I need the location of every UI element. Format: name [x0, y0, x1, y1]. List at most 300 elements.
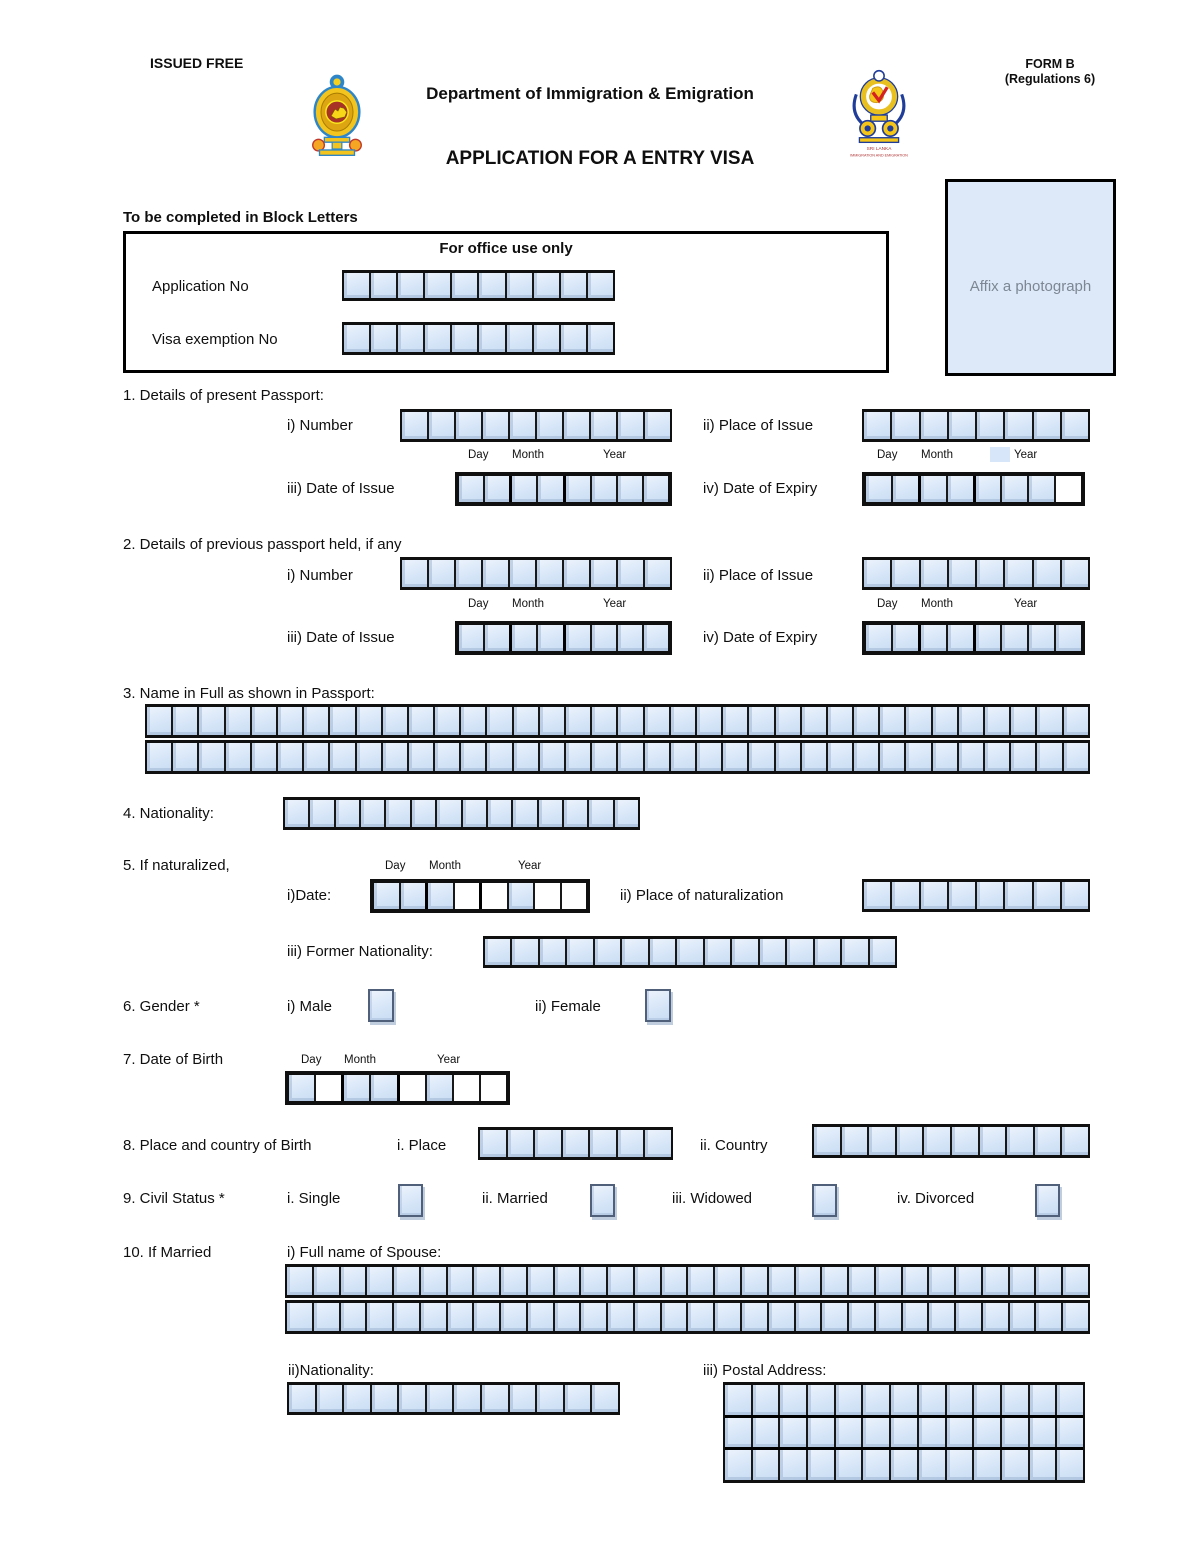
- char-cell[interactable]: [505, 273, 532, 298]
- char-cell[interactable]: [499, 1267, 526, 1295]
- char-cell[interactable]: [778, 1450, 806, 1480]
- char-cell[interactable]: [397, 1075, 425, 1101]
- char-cell[interactable]: [454, 412, 481, 439]
- char-cell[interactable]: [559, 325, 586, 352]
- char-cell[interactable]: [904, 707, 930, 735]
- char-cell[interactable]: [450, 273, 477, 298]
- char-cell[interactable]: [365, 1267, 392, 1295]
- char-cell[interactable]: [945, 1418, 973, 1448]
- char-cell[interactable]: [1035, 707, 1061, 735]
- char-cell[interactable]: [508, 560, 535, 587]
- char-cell[interactable]: [1027, 625, 1054, 651]
- char-cell[interactable]: [285, 800, 308, 827]
- char-cell[interactable]: [642, 625, 668, 651]
- char-cell[interactable]: [328, 707, 354, 735]
- char-cell[interactable]: [919, 882, 947, 909]
- char-cell[interactable]: [250, 707, 276, 735]
- charbox-grid-s3-name-row2[interactable]: [145, 740, 1090, 774]
- char-cell[interactable]: [847, 1303, 874, 1331]
- char-cell[interactable]: [287, 1267, 312, 1295]
- char-cell[interactable]: [486, 800, 511, 827]
- char-cell[interactable]: [328, 743, 354, 771]
- char-cell[interactable]: [740, 1303, 767, 1331]
- char-cell[interactable]: [479, 1075, 506, 1101]
- char-cell[interactable]: [532, 325, 559, 352]
- char-cell[interactable]: [472, 1267, 499, 1295]
- char-cell[interactable]: [890, 560, 918, 587]
- char-cell[interactable]: [660, 1267, 687, 1295]
- checkbox-cell[interactable]: [647, 991, 669, 1020]
- char-cell[interactable]: [616, 476, 642, 502]
- char-cell[interactable]: [459, 707, 485, 735]
- charbox-grid-s10-spouse-row1[interactable]: [285, 1264, 1090, 1298]
- char-cell[interactable]: [538, 939, 565, 965]
- char-cell[interactable]: [483, 476, 509, 502]
- char-cell[interactable]: [820, 1303, 847, 1331]
- char-cell[interactable]: [472, 1303, 499, 1331]
- charbox-grid-s8-place[interactable]: [478, 1127, 673, 1160]
- char-cell[interactable]: [826, 743, 852, 771]
- char-cell[interactable]: [480, 1130, 506, 1157]
- char-cell[interactable]: [374, 883, 399, 909]
- char-cell[interactable]: [289, 1075, 314, 1101]
- charbox-grid-s2-number[interactable]: [400, 557, 672, 590]
- char-cell[interactable]: [499, 1303, 526, 1331]
- char-cell[interactable]: [751, 1450, 779, 1480]
- char-cell[interactable]: [355, 743, 381, 771]
- char-cell[interactable]: [461, 800, 486, 827]
- char-cell[interactable]: [370, 1385, 398, 1412]
- char-cell[interactable]: [800, 743, 826, 771]
- char-cell[interactable]: [751, 1418, 779, 1448]
- char-cell[interactable]: [435, 800, 460, 827]
- char-cell[interactable]: [613, 800, 638, 827]
- char-cell[interactable]: [1060, 412, 1088, 439]
- char-cell[interactable]: [957, 743, 983, 771]
- char-cell[interactable]: [1060, 560, 1088, 587]
- char-cell[interactable]: [564, 707, 590, 735]
- char-cell[interactable]: [927, 1267, 954, 1295]
- char-cell[interactable]: [302, 707, 328, 735]
- charbox-grid-s1-date-of-expiry[interactable]: [862, 472, 1085, 506]
- char-cell[interactable]: [392, 1303, 419, 1331]
- char-cell[interactable]: [866, 625, 891, 651]
- char-cell[interactable]: [606, 1303, 633, 1331]
- char-cell[interactable]: [511, 800, 536, 827]
- char-cell[interactable]: [355, 707, 381, 735]
- char-cell[interactable]: [587, 800, 612, 827]
- char-cell[interactable]: [725, 1385, 751, 1415]
- char-cell[interactable]: [562, 412, 589, 439]
- char-cell[interactable]: [510, 939, 537, 965]
- char-cell[interactable]: [512, 707, 538, 735]
- char-cell[interactable]: [981, 1267, 1008, 1295]
- char-cell[interactable]: [648, 939, 675, 965]
- char-cell[interactable]: [767, 1303, 794, 1331]
- char-cell[interactable]: [867, 1127, 895, 1155]
- char-cell[interactable]: [840, 1127, 868, 1155]
- char-cell[interactable]: [864, 882, 890, 909]
- char-cell[interactable]: [344, 273, 369, 298]
- char-cell[interactable]: [1008, 1303, 1035, 1331]
- char-cell[interactable]: [1003, 882, 1031, 909]
- char-cell[interactable]: [874, 1267, 901, 1295]
- char-cell[interactable]: [590, 1385, 618, 1412]
- char-cell[interactable]: [562, 560, 589, 587]
- char-cell[interactable]: [947, 560, 975, 587]
- char-cell[interactable]: [590, 625, 616, 651]
- char-cell[interactable]: [508, 1385, 536, 1412]
- char-cell[interactable]: [901, 1303, 928, 1331]
- char-cell[interactable]: [535, 1385, 563, 1412]
- charbox-grid-s5-former-nationality[interactable]: [483, 936, 897, 968]
- char-cell[interactable]: [978, 1127, 1006, 1155]
- char-cell[interactable]: [686, 1303, 713, 1331]
- char-cell[interactable]: [312, 1303, 339, 1331]
- char-cell[interactable]: [616, 743, 642, 771]
- char-cell[interactable]: [1008, 1267, 1035, 1295]
- char-cell[interactable]: [947, 412, 975, 439]
- char-cell[interactable]: [794, 1267, 821, 1295]
- char-cell[interactable]: [1055, 1385, 1083, 1415]
- char-cell[interactable]: [800, 707, 826, 735]
- char-cell[interactable]: [396, 325, 423, 352]
- char-cell[interactable]: [381, 707, 407, 735]
- char-cell[interactable]: [481, 412, 508, 439]
- char-cell[interactable]: [459, 743, 485, 771]
- char-cell[interactable]: [616, 412, 643, 439]
- char-cell[interactable]: [889, 1385, 917, 1415]
- charbox-grid-s9-single-box[interactable]: [398, 1184, 423, 1217]
- char-cell[interactable]: [276, 743, 302, 771]
- char-cell[interactable]: [878, 707, 904, 735]
- char-cell[interactable]: [342, 1385, 370, 1412]
- char-cell[interactable]: [562, 800, 587, 827]
- char-cell[interactable]: [1034, 1303, 1061, 1331]
- char-cell[interactable]: [725, 1450, 751, 1480]
- char-cell[interactable]: [834, 1418, 862, 1448]
- char-cell[interactable]: [1027, 476, 1054, 502]
- char-cell[interactable]: [774, 743, 800, 771]
- char-cell[interactable]: [633, 1303, 660, 1331]
- char-cell[interactable]: [1028, 1450, 1056, 1480]
- char-cell[interactable]: [593, 939, 620, 965]
- char-cell[interactable]: [485, 707, 511, 735]
- char-cell[interactable]: [946, 476, 973, 502]
- char-cell[interactable]: [643, 1130, 671, 1157]
- char-cell[interactable]: [485, 743, 511, 771]
- char-cell[interactable]: [1060, 1127, 1088, 1155]
- char-cell[interactable]: [512, 743, 538, 771]
- char-cell[interactable]: [410, 800, 435, 827]
- char-cell[interactable]: [972, 1418, 1000, 1448]
- char-cell[interactable]: [981, 1303, 1008, 1331]
- char-cell[interactable]: [606, 1267, 633, 1295]
- char-cell[interactable]: [560, 883, 587, 909]
- char-cell[interactable]: [526, 1267, 553, 1295]
- char-cell[interactable]: [341, 1075, 369, 1101]
- char-cell[interactable]: [972, 1385, 1000, 1415]
- char-cell[interactable]: [588, 1130, 616, 1157]
- char-cell[interactable]: [419, 1303, 446, 1331]
- char-cell[interactable]: [927, 1303, 954, 1331]
- char-cell[interactable]: [147, 707, 171, 735]
- char-cell[interactable]: [536, 476, 562, 502]
- charbox-grid-application-no[interactable]: [342, 270, 615, 301]
- char-cell[interactable]: [334, 800, 359, 827]
- charbox-grid-s5-date[interactable]: [370, 879, 590, 913]
- char-cell[interactable]: [559, 273, 586, 298]
- char-cell[interactable]: [774, 707, 800, 735]
- char-cell[interactable]: [695, 707, 721, 735]
- char-cell[interactable]: [532, 273, 559, 298]
- char-cell[interactable]: [686, 1267, 713, 1295]
- char-cell[interactable]: [713, 1303, 740, 1331]
- char-cell[interactable]: [509, 625, 536, 651]
- charbox-grid-s5-place-of-naturalization[interactable]: [862, 879, 1090, 912]
- char-cell[interactable]: [381, 743, 407, 771]
- char-cell[interactable]: [616, 1130, 644, 1157]
- char-cell[interactable]: [616, 625, 642, 651]
- char-cell[interactable]: [1061, 1303, 1088, 1331]
- char-cell[interactable]: [778, 1418, 806, 1448]
- checkbox-cell[interactable]: [1037, 1186, 1058, 1215]
- checkbox-cell[interactable]: [592, 1186, 613, 1215]
- char-cell[interactable]: [643, 560, 670, 587]
- char-cell[interactable]: [758, 939, 785, 965]
- char-cell[interactable]: [950, 1127, 978, 1155]
- char-cell[interactable]: [643, 707, 669, 735]
- charbox-grid-s6-female-box[interactable]: [645, 989, 671, 1022]
- char-cell[interactable]: [1032, 882, 1060, 909]
- char-cell[interactable]: [864, 560, 890, 587]
- char-cell[interactable]: [890, 882, 918, 909]
- char-cell[interactable]: [1000, 1385, 1028, 1415]
- char-cell[interactable]: [339, 1303, 366, 1331]
- char-cell[interactable]: [633, 1267, 660, 1295]
- char-cell[interactable]: [553, 1303, 580, 1331]
- char-cell[interactable]: [806, 1418, 834, 1448]
- charbox-grid-s2-date-of-expiry[interactable]: [862, 621, 1085, 655]
- char-cell[interactable]: [616, 560, 643, 587]
- char-cell[interactable]: [917, 1385, 945, 1415]
- char-cell[interactable]: [425, 1385, 453, 1412]
- char-cell[interactable]: [721, 707, 747, 735]
- char-cell[interactable]: [433, 743, 459, 771]
- char-cell[interactable]: [975, 560, 1003, 587]
- charbox-grid-s10-postal-address[interactable]: [723, 1382, 1085, 1483]
- char-cell[interactable]: [171, 707, 197, 735]
- charbox-grid-s4-nationality[interactable]: [283, 797, 640, 830]
- char-cell[interactable]: [565, 939, 592, 965]
- char-cell[interactable]: [365, 1303, 392, 1331]
- char-cell[interactable]: [423, 273, 450, 298]
- char-cell[interactable]: [954, 1267, 981, 1295]
- char-cell[interactable]: [834, 1385, 862, 1415]
- char-cell[interactable]: [314, 1075, 341, 1101]
- char-cell[interactable]: [918, 625, 946, 651]
- char-cell[interactable]: [643, 743, 669, 771]
- char-cell[interactable]: [747, 707, 773, 735]
- charbox-grid-s6-male-box[interactable]: [368, 989, 394, 1022]
- char-cell[interactable]: [538, 707, 564, 735]
- char-cell[interactable]: [1054, 625, 1081, 651]
- char-cell[interactable]: [975, 882, 1003, 909]
- char-cell[interactable]: [820, 1267, 847, 1295]
- char-cell[interactable]: [806, 1450, 834, 1480]
- char-cell[interactable]: [563, 476, 590, 502]
- char-cell[interactable]: [917, 1450, 945, 1480]
- char-cell[interactable]: [922, 1127, 950, 1155]
- char-cell[interactable]: [526, 1303, 553, 1331]
- char-cell[interactable]: [402, 560, 427, 587]
- char-cell[interactable]: [308, 800, 333, 827]
- char-cell[interactable]: [866, 476, 891, 502]
- char-cell[interactable]: [767, 1267, 794, 1295]
- charbox-grid-s3-name-row1[interactable]: [145, 704, 1090, 738]
- char-cell[interactable]: [1028, 1418, 1056, 1448]
- char-cell[interactable]: [485, 939, 510, 965]
- char-cell[interactable]: [721, 743, 747, 771]
- char-cell[interactable]: [433, 707, 459, 735]
- charbox-grid-s7-date[interactable]: [285, 1071, 510, 1105]
- char-cell[interactable]: [1032, 560, 1060, 587]
- char-cell[interactable]: [868, 939, 895, 965]
- char-cell[interactable]: [725, 1418, 751, 1448]
- char-cell[interactable]: [477, 273, 504, 298]
- char-cell[interactable]: [302, 743, 328, 771]
- char-cell[interactable]: [589, 560, 616, 587]
- char-cell[interactable]: [590, 476, 616, 502]
- char-cell[interactable]: [972, 1450, 1000, 1480]
- char-cell[interactable]: [1062, 707, 1088, 735]
- char-cell[interactable]: [1032, 412, 1060, 439]
- charbox-grid-s2-place-of-issue[interactable]: [862, 557, 1090, 590]
- char-cell[interactable]: [861, 1450, 889, 1480]
- char-cell[interactable]: [579, 1267, 606, 1295]
- char-cell[interactable]: [669, 707, 695, 735]
- char-cell[interactable]: [533, 883, 560, 909]
- char-cell[interactable]: [147, 743, 171, 771]
- char-cell[interactable]: [454, 560, 481, 587]
- char-cell[interactable]: [878, 743, 904, 771]
- char-cell[interactable]: [589, 412, 616, 439]
- char-cell[interactable]: [954, 1303, 981, 1331]
- char-cell[interactable]: [730, 939, 757, 965]
- char-cell[interactable]: [312, 1267, 339, 1295]
- char-cell[interactable]: [973, 476, 1001, 502]
- char-cell[interactable]: [852, 743, 878, 771]
- char-cell[interactable]: [276, 707, 302, 735]
- char-cell[interactable]: [446, 1267, 473, 1295]
- char-cell[interactable]: [895, 1127, 923, 1155]
- char-cell[interactable]: [675, 939, 702, 965]
- char-cell[interactable]: [369, 325, 396, 352]
- char-cell[interactable]: [1009, 707, 1035, 735]
- char-cell[interactable]: [419, 1267, 446, 1295]
- char-cell[interactable]: [446, 1303, 473, 1331]
- char-cell[interactable]: [740, 1267, 767, 1295]
- char-cell[interactable]: [579, 1303, 606, 1331]
- char-cell[interactable]: [224, 743, 250, 771]
- char-cell[interactable]: [1003, 560, 1031, 587]
- char-cell[interactable]: [479, 883, 507, 909]
- char-cell[interactable]: [1060, 882, 1088, 909]
- char-cell[interactable]: [553, 1267, 580, 1295]
- char-cell[interactable]: [402, 412, 427, 439]
- char-cell[interactable]: [197, 743, 223, 771]
- charbox-grid-s10-spouse-row2[interactable]: [285, 1300, 1090, 1334]
- char-cell[interactable]: [450, 325, 477, 352]
- char-cell[interactable]: [946, 625, 973, 651]
- char-cell[interactable]: [538, 743, 564, 771]
- char-cell[interactable]: [563, 625, 590, 651]
- char-cell[interactable]: [852, 707, 878, 735]
- char-cell[interactable]: [535, 560, 562, 587]
- char-cell[interactable]: [399, 883, 426, 909]
- char-cell[interactable]: [590, 743, 616, 771]
- charbox-grid-s2-date-of-issue[interactable]: [455, 621, 672, 655]
- char-cell[interactable]: [425, 883, 453, 909]
- char-cell[interactable]: [616, 707, 642, 735]
- char-cell[interactable]: [931, 707, 957, 735]
- char-cell[interactable]: [197, 707, 223, 735]
- char-cell[interactable]: [536, 625, 562, 651]
- char-cell[interactable]: [713, 1267, 740, 1295]
- char-cell[interactable]: [919, 560, 947, 587]
- char-cell[interactable]: [1000, 1418, 1028, 1448]
- char-cell[interactable]: [508, 412, 535, 439]
- char-cell[interactable]: [359, 800, 384, 827]
- char-cell[interactable]: [931, 743, 957, 771]
- char-cell[interactable]: [561, 1130, 589, 1157]
- char-cell[interactable]: [483, 625, 509, 651]
- char-cell[interactable]: [452, 1075, 479, 1101]
- char-cell[interactable]: [427, 560, 454, 587]
- char-cell[interactable]: [889, 1418, 917, 1448]
- char-cell[interactable]: [507, 883, 534, 909]
- char-cell[interactable]: [778, 1385, 806, 1415]
- checkbox-cell[interactable]: [400, 1186, 421, 1215]
- char-cell[interactable]: [1055, 1418, 1083, 1448]
- char-cell[interactable]: [289, 1385, 315, 1412]
- char-cell[interactable]: [407, 707, 433, 735]
- char-cell[interactable]: [1005, 1127, 1033, 1155]
- char-cell[interactable]: [1055, 1450, 1083, 1480]
- char-cell[interactable]: [983, 707, 1009, 735]
- charbox-grid-visa-exemption-no[interactable]: [342, 322, 615, 355]
- checkbox-cell[interactable]: [814, 1186, 835, 1215]
- char-cell[interactable]: [891, 476, 918, 502]
- char-cell[interactable]: [369, 1075, 396, 1101]
- char-cell[interactable]: [392, 1267, 419, 1295]
- char-cell[interactable]: [250, 743, 276, 771]
- char-cell[interactable]: [945, 1450, 973, 1480]
- char-cell[interactable]: [642, 476, 668, 502]
- char-cell[interactable]: [947, 882, 975, 909]
- char-cell[interactable]: [945, 1385, 973, 1415]
- char-cell[interactable]: [794, 1303, 821, 1331]
- char-cell[interactable]: [1000, 625, 1027, 651]
- char-cell[interactable]: [1028, 1385, 1056, 1415]
- char-cell[interactable]: [814, 1127, 840, 1155]
- char-cell[interactable]: [813, 939, 840, 965]
- char-cell[interactable]: [861, 1385, 889, 1415]
- char-cell[interactable]: [459, 476, 483, 502]
- charbox-grid-s1-date-of-issue[interactable]: [455, 472, 672, 506]
- char-cell[interactable]: [315, 1385, 343, 1412]
- char-cell[interactable]: [917, 1418, 945, 1448]
